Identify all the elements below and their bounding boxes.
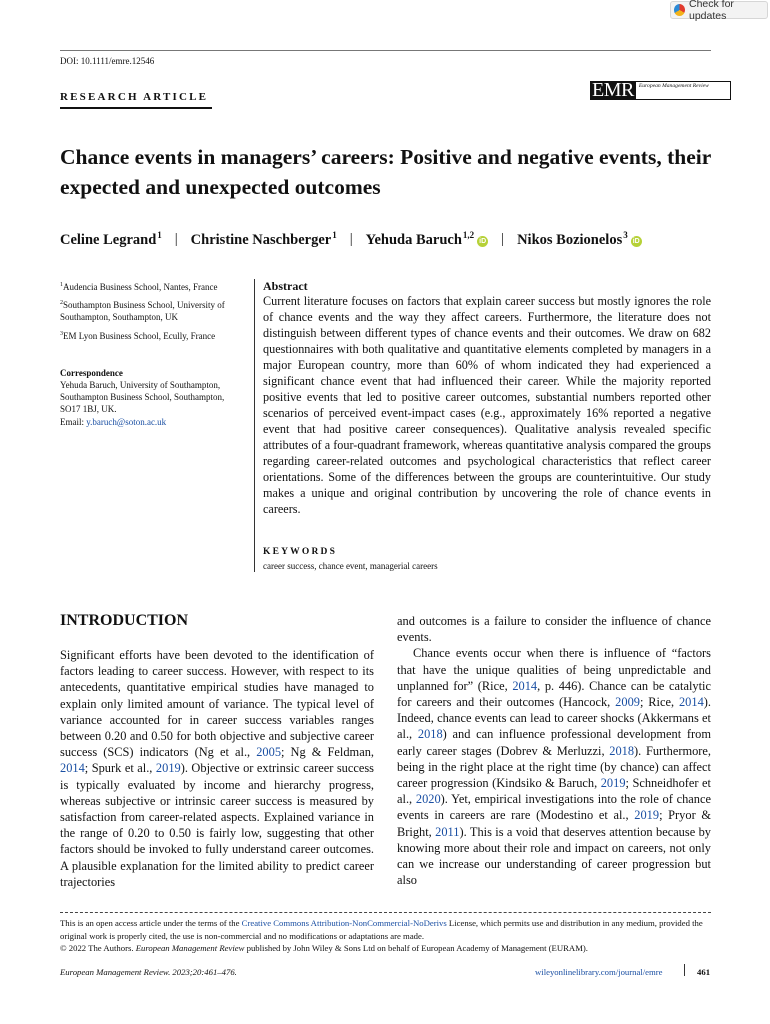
author-list [60,230,642,249]
cc-license-link[interactable]: Creative Commons Attribution-NonCommercial-NoDerivs [241,918,447,928]
paragraph [397,645,711,888]
author[interactable]: Christine Naschberger$^1$ [190,230,337,248]
journal-url-link[interactable]: wileyonlinelibrary.com/journal/emre [535,967,663,977]
orcid-icon[interactable]: iD [479,238,487,245]
correspondence-email-line: Email: y.baruch@soton.ac.uk [60,416,167,427]
body-column-left [60,647,374,890]
body-text-run: ; Rice, [639,695,679,710]
correspondence-address: Yehuda Baruch, University of Southampton, Southampton Business School, Southampton, SO17 1BJ, UK. [60,380,225,415]
crossmark-icon [674,4,685,16]
citation-link[interactable]: 2020 [415,792,441,807]
citation-link[interactable]: 2019 [155,761,181,776]
footnote-divider [60,912,711,913]
author[interactable]: Nikos Bozionelos$^3$iD [517,230,640,248]
article-title: Chance events in managers’ careers: Positive and negative events, their expected and unexpected outcomes [60,145,711,199]
body-text-run: Chance events occur when there is influence of “factors that have the unique qualities of being unpredictable and unplanned for” (Rice, [397,646,711,693]
citation-link[interactable]: 2014 [512,678,538,693]
citation-link[interactable]: 2014 [60,761,85,776]
doi: DOI: 10.1111/emre.12546 [60,56,155,66]
correspondence-heading: Correspondence [60,367,123,378]
footer-separator [684,964,685,976]
body-text-run: ). This is a void that deserves attention because by knowing more about their role and impact on careers, not only can we increase our understanding of career progression but also [397,824,711,888]
author-separator: | [349,231,353,247]
body-text-run: ). Furthermore, being in the right place at the right time (by chance) can affect career progression (Kindsiko & Baruch, [397,743,712,791]
body-column-right [397,613,711,888]
body-text-run: , p. 446). Chance can be catalytic for careers and their outcomes (Hancock, [397,678,711,710]
author-separator: | [174,231,178,247]
journal-logo-name: European Management Review [636,81,731,100]
citation-link[interactable]: 2005 [256,745,282,760]
abstract-heading: Abstract [263,279,308,293]
keywords-text: career success, chance event, managerial careers [263,561,438,571]
body-text-run: Significant efforts have been devoted to the identification of factors leading to career success. However, with respect to its antecedents, quantitative empirical studies have managed to explain only limited amount of variance. The typical level of variance accounted for in career success variables ranges between 0.20 and 0.50 for both objective and subjective career success (SCS) indicators (Ng et al., [60,648,374,760]
abstract-text: Current literature focuses on factors that explain career success but mostly ignores the role of chance events and the way they affect careers. Furthermore, the literature does not distinguish between different types of chance events and their outcomes. We draw on 682 questionnaires with both qualitative and quantitative elements completed by managers in a major European country, more than 60% of whom indicated they had experienced a significant chance event that had influenced their career. While the majority reported positive events that led to positive career outcomes, substantial numbers reported other scenarios of perceived event-impact cases (e.g., approximately 16% reported a negative event that had positive career consequences). Qualitative analysis revealed specific attributes of a four-quadrant framework, whereas quantitative analysis compared the groups regarding career-related outcomes and psychological characteristics that reflect career orientations. Some of the differences between the groups are counterintuitive. Our study makes a unique and original contribution by uncovering the role of chance events in careers. [263,294,711,516]
license-text: This is an open access article under the terms of the Creative Commons Attribution-NonCommercial-NoDerivs License, which permits use and distribution in any medium, provided the original work is properly cited, the use is non-commercial and no modifications or adaptations are made. [60,918,703,941]
author[interactable]: Celine Legrand$^1$ [60,230,162,248]
affiliation: $^3$EM Lyon Business School, Ecully, France [60,330,216,341]
affiliation: $^1$Audencia Business School, Nantes, France [60,282,218,292]
author-separator: | [501,231,505,247]
top-rule [60,50,711,51]
body-text-run: ; Ng & Feldman, [281,745,374,760]
article-type-underline [60,107,212,109]
footer-citation: European Management Review. 2023;20:461–476. [60,967,237,977]
citation-link[interactable]: 2011 [435,824,460,839]
copyright-line: © 2022 The Authors. European Management Review published by John Wiley & Sons Ltd on behalf of European Academy of Management (EURAM). [60,943,588,954]
article-type: RESEARCH ARTICLE [60,91,209,103]
affiliations-panel [60,279,240,428]
license-notice [60,917,711,955]
citation-link[interactable]: 2009 [615,695,640,710]
orcid-icon[interactable]: iD [632,238,640,245]
citation-link[interactable]: 2019 [634,808,660,823]
citation-link[interactable]: 2014 [678,695,704,710]
check-for-updates-label: Check for updates [688,0,734,22]
body-text-run: ). Indeed, chance events can lead to career shocks (Akkermans et al., [397,695,711,742]
paragraph: and outcomes is a failure to consider the influence of chance events. [397,614,711,645]
abstract [263,279,711,517]
body-text-run: ) and can influence professional development from early career stages (Dobrev & Merluzzi, [397,727,711,758]
body-text-run: ; Pryor & Bright, [397,808,712,839]
column-divider [254,279,255,572]
body-text-run: ; Schneidhofer et al., [397,776,711,807]
author[interactable]: Yehuda Baruch$^{1,2}$iD [365,230,487,248]
keywords-heading: KEYWORDS [263,547,338,557]
section-heading-introduction: INTRODUCTION [60,612,189,629]
journal-logo-abbr: EMR [592,79,634,101]
body-text-run: ; Spurk et al., [84,761,156,776]
body-text-run: ). Yet, empirical investigations into the role of chance events in careers are rare (Modestino et al., [397,792,711,823]
citation-link[interactable]: 2018 [609,743,635,758]
journal-logo [590,81,731,100]
citation-link[interactable]: 2018 [417,727,443,742]
citation-link[interactable]: 2019 [600,776,626,791]
page-number: 461 [697,967,711,977]
affiliation: $^2$Southampton Business School, University of Southampton, Southampton, UK [60,300,225,323]
body-text-run: ). Objective or extrinsic career success is typically evaluated by income and hierarchy progress, whereas subjective or intrinsic career success is measured by satisfaction from career-related aspects. Explained variance in the range of 0.20 to 0.50 is fairly low, suggesting that other factors should be invoked to fully understand career outcomes. A plausible explanation for the limited ability to predict career trajectories [60,761,374,889]
email-link[interactable]: y.baruch@soton.ac.uk [86,416,167,427]
check-for-updates-button[interactable] [670,0,768,22]
